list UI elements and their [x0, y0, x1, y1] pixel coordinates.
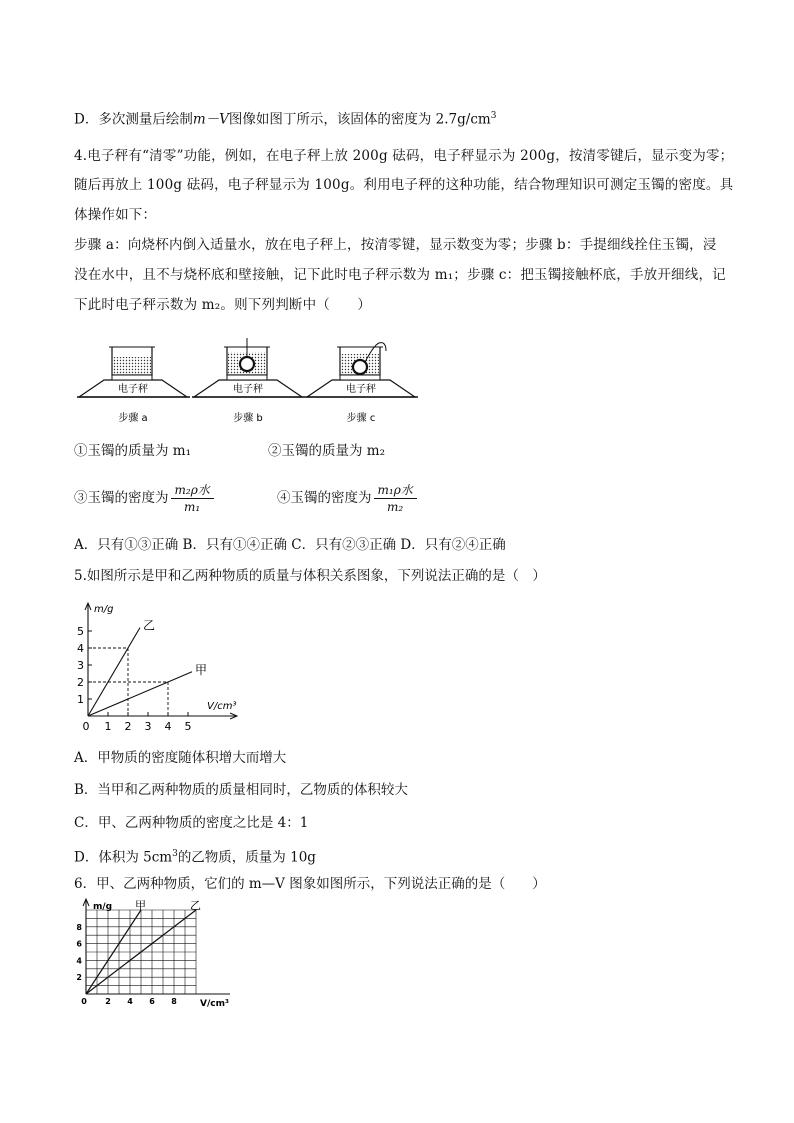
- q4-line2: 随后再放上 100g 砝码，电子秤显示为 100g。利用电子秤的这种功能，结合物理知识可测定玉镯的密度。具: [74, 177, 734, 193]
- q3-option-d-mv: m－V: [192, 111, 229, 128]
- q4-s3-numerator: m₂ρ水: [171, 482, 214, 499]
- q5-option-c: C．甲、乙两种物质的密度之比是 4：1: [74, 815, 309, 831]
- q5-chart-series: [88, 619, 207, 716]
- y-tick-label: 2: [77, 676, 84, 689]
- x-tick-label: 2: [105, 997, 111, 1006]
- y-tick-label: 4: [76, 956, 82, 966]
- series-label-0: 乙: [143, 618, 156, 633]
- y-tick-label: 2: [76, 973, 82, 983]
- q5-option-a: A．甲物质的密度随体积增大而增大: [74, 750, 287, 766]
- x-axis-label: V/cm³: [200, 999, 229, 1008]
- q4-s4-denominator: m₂: [387, 500, 404, 514]
- q4-statement-4-fraction: [374, 482, 417, 515]
- q4-statement-3-prefix: ③玉镯的密度为: [74, 490, 169, 506]
- x-tick-label: 4: [164, 720, 172, 733]
- q4-options: A．只有①③正确 B．只有①④正确 C．只有②③正确 D．只有②④正确: [74, 537, 506, 553]
- q4-line1: 4.电子秤有“清零”功能，例如，在电子秤上放 200g 砝码，电子秤显示为 200g，按清零键后，显示变为零；: [74, 148, 734, 164]
- series-label-1: 甲: [195, 662, 208, 677]
- series-label-0: 甲: [135, 899, 146, 912]
- q3-option-d-sup: 3: [490, 111, 497, 121]
- q4-scales-figure: [74, 335, 424, 430]
- scale-step-b: [192, 338, 305, 424]
- x-tick-label: 6: [149, 997, 155, 1006]
- series-line-1: [88, 672, 192, 716]
- y-axis-label: m/g: [93, 902, 113, 912]
- x-tick-label: 4: [127, 997, 133, 1006]
- y-axis-label: m/g: [94, 604, 114, 615]
- q5-chart-guides: [88, 648, 168, 716]
- q3-option-d: [74, 106, 496, 130]
- q5-chart-axes: [85, 603, 237, 719]
- q6-mv-chart: [70, 898, 260, 1008]
- q5-option-d-post: 的乙物质，质量为 10g: [177, 849, 316, 866]
- q4-statement-3: [74, 478, 214, 518]
- x-tick-label: 3: [144, 720, 152, 733]
- x-tick-label: 2: [124, 720, 132, 733]
- y-tick-label: 8: [76, 922, 82, 932]
- x-axis-label: V/cm³: [207, 701, 237, 712]
- q5-stem: 5.如图所示是甲和乙两种物质的质量与体积关系图象，下列说法正确的是（ ）: [74, 568, 546, 584]
- step-c-label: 步骤 c: [346, 413, 376, 424]
- q4-s4-numerator: m₁ρ水: [374, 482, 417, 499]
- scale-step-c: [305, 343, 418, 424]
- q6-stem: 6．甲、乙两种物质，它们的 m—V 图象如图所示，下列说法正确的是（ ）: [74, 876, 546, 892]
- q4-statement-2: ②玉镯的质量为 m₂: [268, 443, 386, 459]
- scale-label-c: 电子秤: [346, 384, 376, 395]
- x-tick-label: 0: [81, 997, 87, 1006]
- y-tick-label: 6: [76, 939, 82, 949]
- q5-option-b: B．当甲和乙两种物质的质量相同时，乙物质的体积较大: [74, 782, 408, 798]
- series-label-1: 乙: [190, 899, 201, 912]
- q5-option-d-pre: D．体积为 5cm: [74, 849, 173, 866]
- q3-option-d-prefix: D．多次测量后绘制: [74, 111, 193, 128]
- bracelet-b-icon: [240, 357, 254, 371]
- q5-option-d: [74, 844, 316, 868]
- q6-chart-series: [86, 899, 201, 994]
- step-a-label: 步骤 a: [118, 413, 148, 424]
- q4-s3-denominator: m₁: [184, 500, 201, 514]
- x-tick-label: 5: [184, 720, 192, 733]
- series-line-0: [88, 628, 140, 716]
- scale-label-a: 电子秤: [118, 384, 148, 395]
- q3-option-d-rest: 图像如图丁所示，该固体的密度为 2.7g/cm: [228, 111, 491, 128]
- scale-label-b: 电子秤: [233, 384, 263, 395]
- q4-line6: 下此时电子秤示数为 m₂。则下列判断中（ ）: [74, 297, 372, 313]
- step-b-label: 步骤 b: [233, 413, 263, 424]
- q5-option-d-sup: 3: [172, 849, 178, 859]
- q4-line5: 没在水中，且不与烧杯底和壁接触，记下此时电子秤示数为 m₁；步骤 c：把玉镯接触杯底，手放开细线，记: [74, 267, 726, 283]
- scale-step-a: [77, 347, 190, 424]
- y-tick-label: 5: [77, 625, 84, 638]
- y-tick-label: 3: [77, 659, 84, 672]
- q6-chart-axes: [83, 899, 230, 1008]
- x-tick-label: 8: [171, 997, 177, 1006]
- q4-statement-4: [277, 478, 417, 518]
- q4-statement-1: ①玉镯的质量为 m₁: [74, 443, 192, 459]
- x-tick-label: 0: [82, 720, 90, 733]
- x-tick-label: 1: [104, 720, 112, 733]
- y-tick-label: 1: [77, 693, 84, 706]
- bracelet-c-icon: [353, 360, 367, 374]
- q4-line4: 步骤 a：向烧杯内倒入适量水，放在电子秤上，按清零键，显示数变为零；步骤 b：手提细线拴住玉镯，浸: [74, 237, 717, 253]
- y-tick-label: 4: [77, 642, 84, 655]
- q4-line3: 体操作如下：: [74, 207, 157, 223]
- q5-mv-chart: [74, 596, 264, 736]
- q4-statement-4-prefix: ④玉镯的密度为: [277, 490, 372, 506]
- q4-statement-3-fraction: [171, 482, 214, 515]
